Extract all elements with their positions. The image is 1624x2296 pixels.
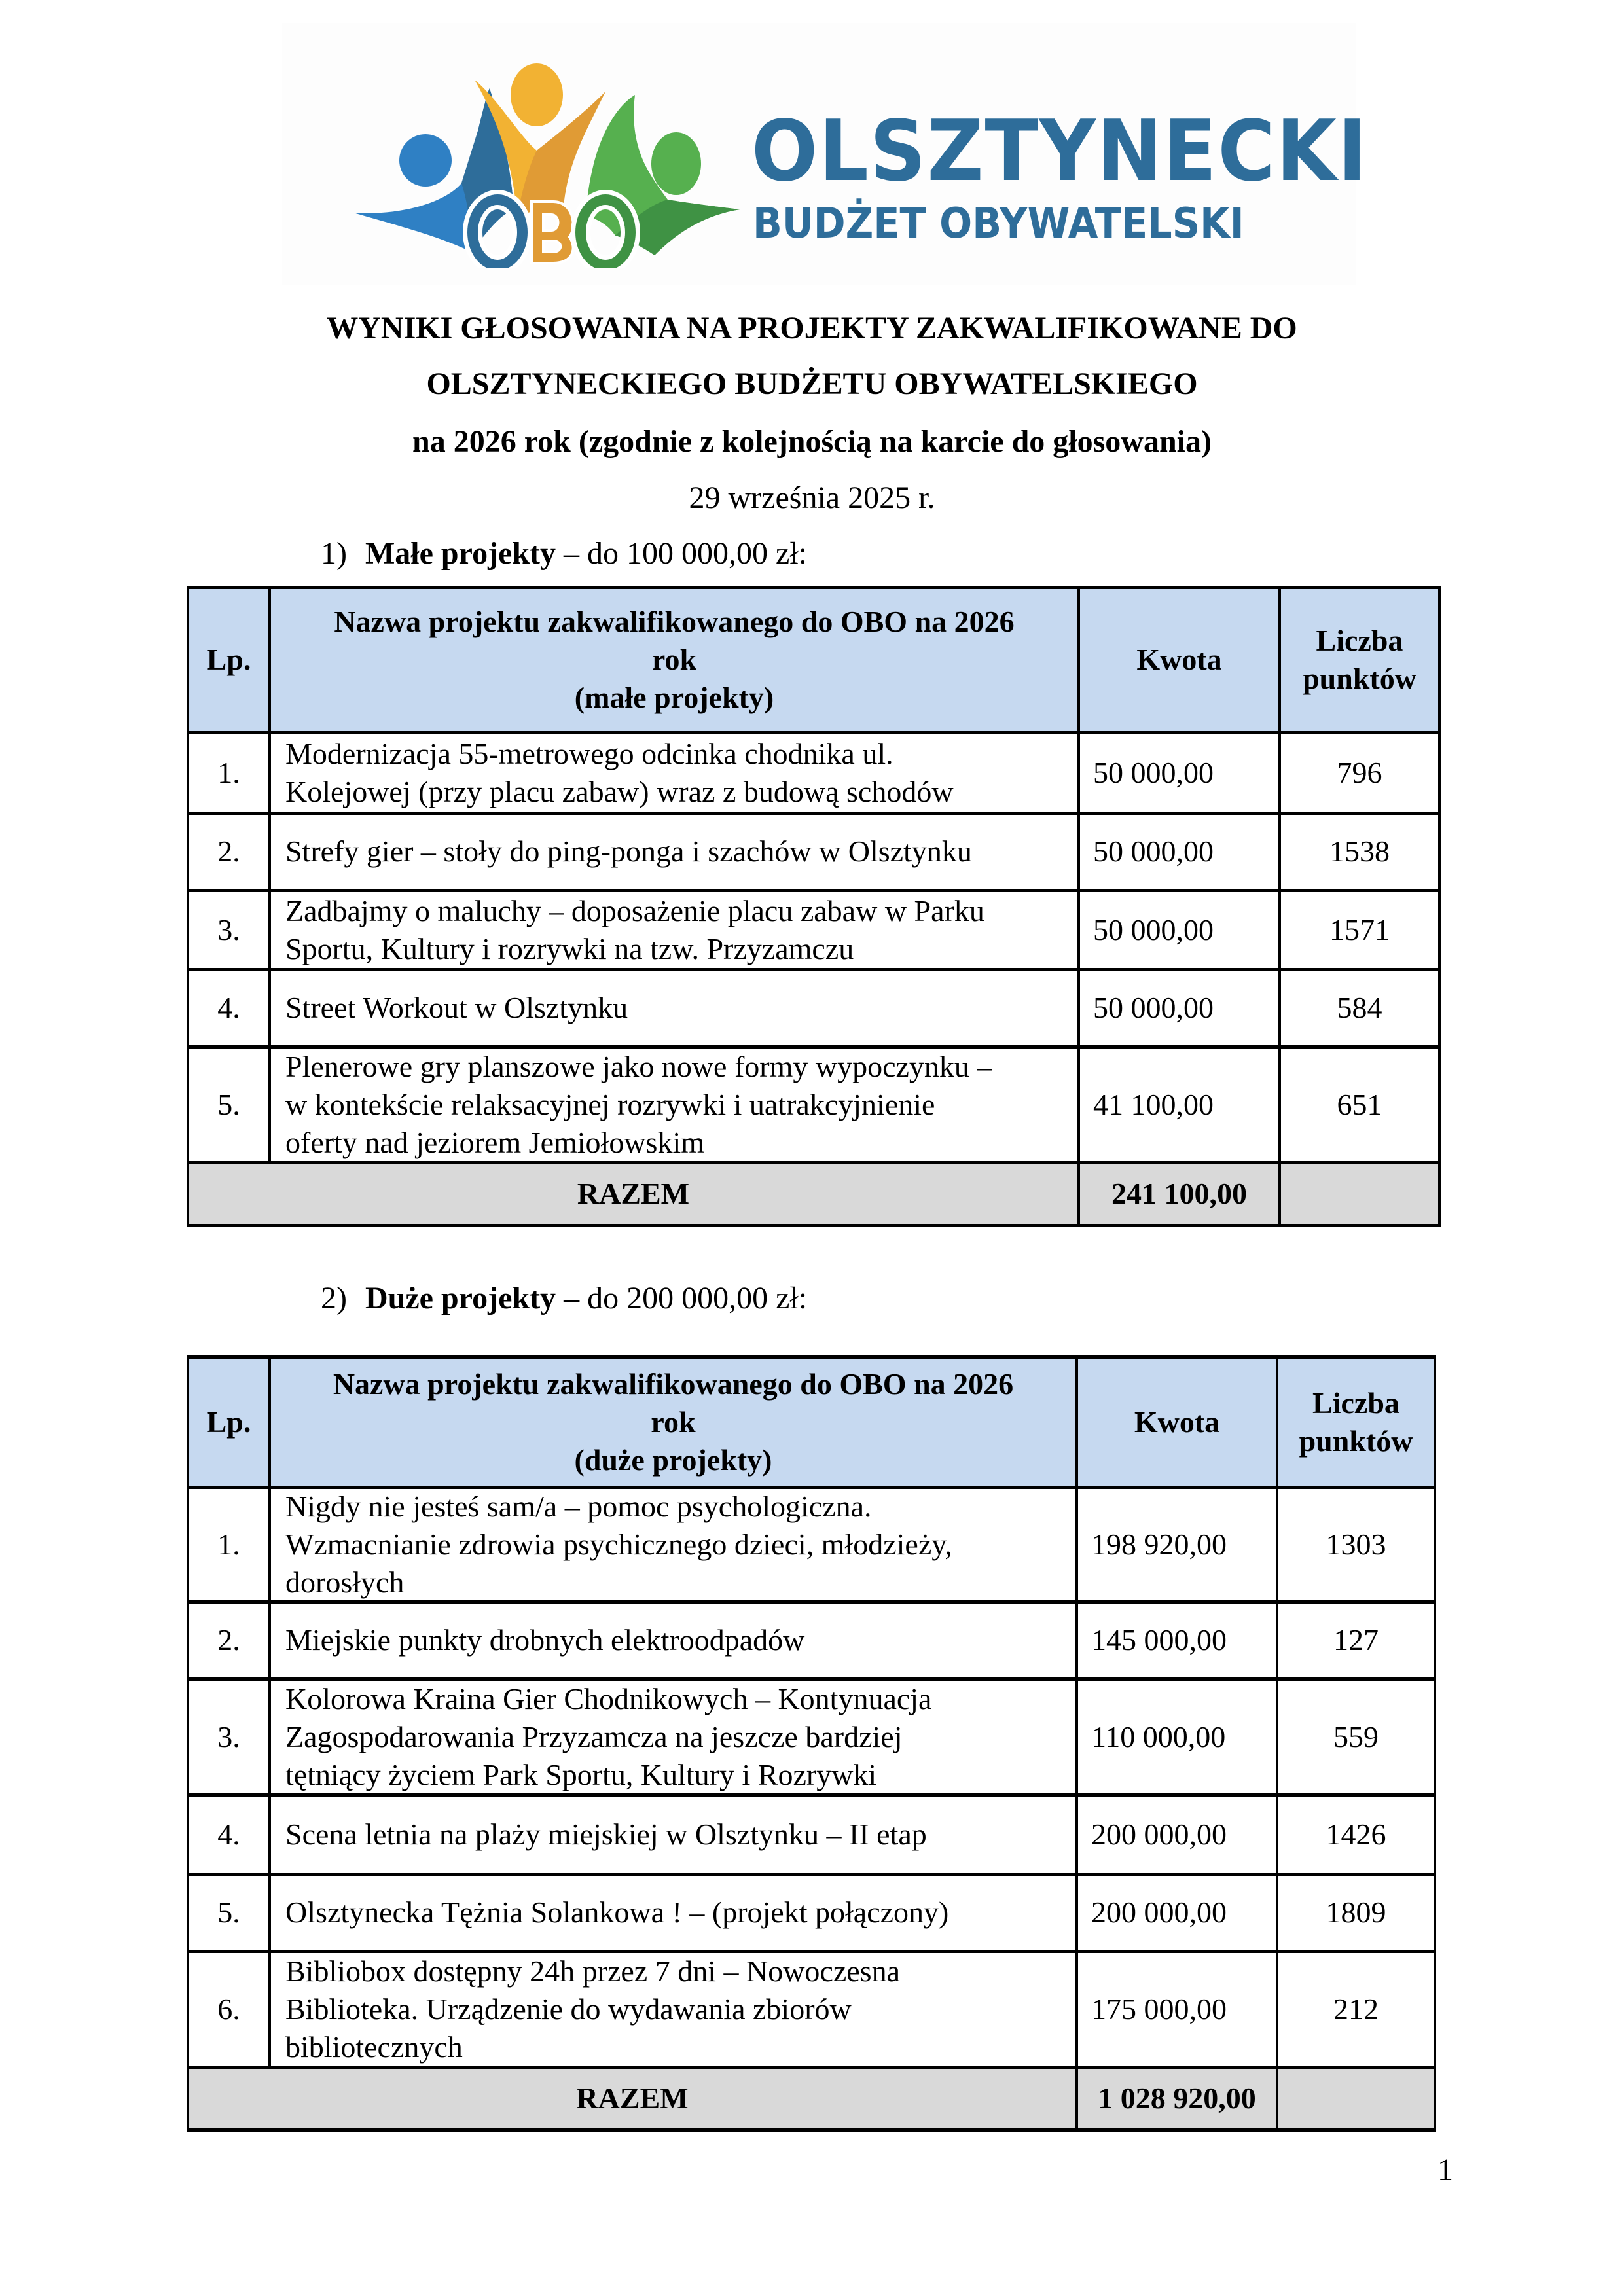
- row-number-text: [217, 1718, 240, 1756]
- row-number-text: [217, 754, 240, 792]
- project-points-line: 1571: [1329, 912, 1390, 946]
- header-lp-text: [207, 1403, 251, 1441]
- row-number-text: [217, 1526, 240, 1564]
- project-points: [1280, 890, 1439, 969]
- table-column-border: [187, 587, 189, 1225]
- project-name-line: Nigdy nie jesteś sam/a – pomoc psychologiczna.: [285, 1489, 872, 1523]
- column-header-name: [270, 1357, 1077, 1487]
- table-column-border: [1434, 1357, 1436, 2130]
- document-date: 29 września 2025 r.: [689, 480, 935, 515]
- project-points: [1277, 1602, 1435, 1679]
- header-name-line: (duże projekty): [574, 1443, 772, 1477]
- table-column-border: [1278, 587, 1281, 1225]
- project-amount-text: [1091, 1621, 1227, 1659]
- logo-subtitle: BUDŻET OBYWATELSKI: [753, 200, 1244, 248]
- project-name-line: Zagospodarowania Przyzamcza na jeszcze bardziej: [285, 1719, 903, 1753]
- project-amount-text: [1093, 833, 1214, 870]
- project-name-text: [285, 1488, 952, 1602]
- project-name-line: Miejskie punkty drobnych elektroodpadów: [285, 1623, 805, 1657]
- project-name-line: Bibliobox dostępny 24h przez 7 dni – Nowoczesna: [285, 1954, 900, 1988]
- table-row-border: [187, 1045, 1441, 1049]
- project-name: [270, 1951, 1077, 2067]
- row-number-line: 2.: [217, 1623, 240, 1657]
- project-points-line: 796: [1337, 755, 1382, 789]
- total-label-text: [577, 1175, 689, 1213]
- project-name-text: [285, 1952, 900, 2066]
- project-points-text: [1329, 833, 1390, 870]
- section-label: Duże projekty: [365, 1281, 556, 1316]
- row-number-text: [217, 1990, 240, 2028]
- project-points-text: [1333, 1718, 1379, 1756]
- total-amount-line: 241 100,00: [1111, 1177, 1247, 1210]
- project-amount-line: 145 000,00: [1091, 1623, 1227, 1657]
- project-name-line: Kolejowej (przy placu zabaw) wraz z budową schodów: [285, 774, 954, 808]
- project-points: [1280, 1047, 1439, 1162]
- project-amount-line: 198 920,00: [1091, 1527, 1227, 1561]
- project-name: [270, 732, 1079, 813]
- project-name-text: [285, 1680, 931, 1794]
- total-label-text: [576, 2079, 688, 2117]
- project-points: [1277, 1679, 1435, 1795]
- project-amount: [1077, 1602, 1277, 1679]
- project-name: [270, 1602, 1077, 1679]
- section-limit: – do 200 000,00 zł:: [556, 1281, 808, 1316]
- page-number: 1: [1437, 2153, 1453, 2187]
- section-limit: – do 100 000,00 zł:: [556, 536, 808, 571]
- project-name-text: [285, 735, 954, 811]
- project-name: [270, 1795, 1077, 1874]
- project-amount: [1077, 1795, 1277, 1874]
- project-amount-text: [1091, 1990, 1227, 2028]
- table-column-border: [1438, 587, 1441, 1225]
- project-amount: [1079, 890, 1280, 969]
- project-amount-text: [1091, 1816, 1227, 1854]
- row-number-text: [217, 833, 240, 870]
- project-amount: [1077, 1951, 1277, 2067]
- header-lp-line: Lp.: [206, 643, 251, 676]
- project-amount: [1077, 1679, 1277, 1795]
- total-amount-text: [1098, 2079, 1256, 2117]
- project-points-text: [1337, 754, 1382, 792]
- total-amount-text: [1111, 1175, 1247, 1213]
- row-number: [188, 1487, 270, 1602]
- project-name-text: [285, 1816, 927, 1854]
- project-amount-text: [1093, 989, 1214, 1027]
- project-name-text: [285, 1048, 992, 1162]
- row-number-line: 5.: [217, 1895, 240, 1929]
- project-amount-line: 50 000,00: [1093, 755, 1214, 789]
- table-row-border: [187, 1793, 1436, 1797]
- row-number: [188, 1679, 270, 1795]
- project-amount-text: [1091, 1718, 1225, 1756]
- project-amount: [1079, 969, 1280, 1047]
- total-amount: [1079, 1162, 1280, 1225]
- project-name: [270, 1047, 1079, 1162]
- table-column-border: [1075, 1357, 1078, 2130]
- row-number: [188, 732, 270, 813]
- project-points: [1280, 813, 1439, 890]
- project-name-line: tętniący życiem Park Sportu, Kultury i Rozrywki: [285, 1757, 877, 1791]
- column-header-amount: [1077, 1357, 1277, 1487]
- total-points-empty: [1277, 2067, 1435, 2130]
- logo-letter-b: [532, 202, 573, 263]
- project-name-text: [285, 1893, 948, 1931]
- header-name-line: Nazwa projektu zakwalifikowanego do OBO na 2026: [333, 1367, 1014, 1401]
- row-number: [188, 1874, 270, 1951]
- total-amount-line: 1 028 920,00: [1098, 2081, 1256, 2115]
- table-row-border: [187, 1161, 1441, 1164]
- table-row-border: [187, 731, 1441, 734]
- table-row-border: [187, 968, 1441, 971]
- project-points-text: [1326, 1816, 1386, 1854]
- project-amount-text: [1093, 1086, 1214, 1124]
- project-name-line: Sportu, Kultury i rozrywki na tzw. Przyzamczu: [285, 931, 854, 965]
- project-name: [270, 1487, 1077, 1602]
- project-amount: [1079, 813, 1280, 890]
- column-header-amount: [1079, 587, 1280, 732]
- header-points-text: [1299, 1384, 1413, 1460]
- project-points: [1277, 1487, 1435, 1602]
- header-name-line: Nazwa projektu zakwalifikowanego do OBO na 2026: [334, 605, 1015, 638]
- table-row-border: [187, 1224, 1441, 1227]
- row-number-text: [217, 911, 240, 949]
- column-header-points: [1280, 587, 1439, 732]
- document-title-line-3: na 2026 rok (zgodnie z kolejnością na karcie do głosowania): [412, 424, 1212, 459]
- project-name-line: bibliotecznych: [285, 2030, 463, 2064]
- project-amount-line: 50 000,00: [1093, 991, 1214, 1024]
- header-name-line: rok: [651, 643, 697, 676]
- project-points-line: 584: [1337, 991, 1382, 1024]
- project-name-line: Strefy gier – stoły do ping-ponga i szachów w Olsztynku: [285, 834, 972, 868]
- project-name: [270, 1874, 1077, 1951]
- row-number: [188, 1047, 270, 1162]
- table-row-border: [187, 1355, 1436, 1359]
- header-name-line: (małe projekty): [574, 681, 774, 714]
- row-number-line: 1.: [217, 1527, 240, 1561]
- project-name-line: dorosłych: [285, 1565, 405, 1599]
- table-column-border: [268, 1357, 271, 2067]
- project-amount-text: [1091, 1526, 1227, 1564]
- project-points-text: [1326, 1893, 1386, 1931]
- header-amount-line: Kwota: [1136, 643, 1222, 676]
- project-name: [270, 969, 1079, 1047]
- project-points: [1280, 732, 1439, 813]
- header-amount-text: [1136, 641, 1221, 679]
- project-name-text: [285, 833, 972, 870]
- table-row-border: [187, 1873, 1436, 1876]
- section-number: 1): [321, 536, 347, 571]
- header-points-line: Liczba: [1312, 1386, 1399, 1420]
- project-points-line: 1303: [1326, 1527, 1386, 1561]
- logo-title: OLSZTYNECKI: [751, 103, 1368, 200]
- table-column-border: [1276, 1357, 1278, 2130]
- table-row-border: [187, 1950, 1436, 1953]
- project-amount-text: [1093, 754, 1214, 792]
- project-points-text: [1333, 1990, 1379, 2028]
- section-heading-small: [321, 538, 807, 569]
- project-name-line: Olsztynecka Tężnia Solankowa ! – (projekt połączony): [285, 1895, 949, 1929]
- header-lp-line: Lp.: [206, 1405, 251, 1439]
- row-number-text: [217, 1621, 240, 1659]
- project-name-line: w kontekście relaksacyjnej rozrywki i uatrakcyjnienie: [285, 1087, 935, 1121]
- section-heading-large: [321, 1283, 807, 1314]
- document-title-line-1: WYNIKI GŁOSOWANIA NA PROJEKTY ZAKWALIFIKOWANE DO: [327, 311, 1297, 346]
- project-amount-text: [1091, 1893, 1227, 1931]
- project-points-text: [1337, 1086, 1382, 1124]
- table-row-border: [187, 586, 1441, 589]
- project-amount: [1077, 1487, 1277, 1602]
- project-name-text: [285, 1621, 804, 1659]
- project-points: [1277, 1795, 1435, 1874]
- project-amount-line: 41 100,00: [1093, 1087, 1214, 1121]
- column-header-lp: [188, 1357, 270, 1487]
- column-header-points: [1277, 1357, 1435, 1487]
- project-amount-text: [1093, 911, 1214, 949]
- header-amount-text: [1134, 1403, 1219, 1441]
- project-points: [1277, 1874, 1435, 1951]
- project-points-line: 212: [1333, 1992, 1379, 2026]
- header-points-line: punktów: [1299, 1424, 1413, 1458]
- header-points-text: [1303, 622, 1416, 698]
- project-name: [270, 1679, 1077, 1795]
- section-number: 2): [321, 1281, 347, 1316]
- project-name-line: Zadbajmy o maluchy – doposażenie placu zabaw w Parku: [285, 893, 984, 927]
- table-row-border: [187, 889, 1441, 892]
- table-column-border: [187, 1357, 189, 2130]
- project-amount-line: 200 000,00: [1091, 1895, 1227, 1929]
- total-label: [188, 2067, 1077, 2130]
- project-name-text: [285, 892, 984, 968]
- row-number-text: [217, 1086, 240, 1124]
- project-name-line: Scena letnia na plaży miejskiej w Olsztynku – II etap: [285, 1817, 927, 1851]
- column-header-name: [270, 587, 1079, 732]
- document-title-line-2: OLSZTYNECKIEGO BUDŻETU OBYWATELSKIEGO: [426, 367, 1198, 401]
- project-name-line: Street Workout w Olsztynku: [285, 991, 628, 1024]
- total-amount: [1077, 2067, 1277, 2130]
- project-points-line: 1426: [1326, 1817, 1386, 1851]
- project-amount: [1079, 1047, 1280, 1162]
- row-number-line: 3.: [217, 912, 240, 946]
- row-number-line: 4.: [217, 1817, 240, 1851]
- table-column-border: [268, 587, 271, 1162]
- table-row-border: [187, 2128, 1436, 2132]
- project-points-line: 127: [1333, 1623, 1379, 1657]
- project-name: [270, 890, 1079, 969]
- project-amount-line: 200 000,00: [1091, 1817, 1227, 1851]
- header-amount-line: Kwota: [1134, 1405, 1220, 1439]
- obo-logo-mark: [347, 52, 740, 268]
- project-name-text: [285, 989, 628, 1027]
- project-amount-line: 175 000,00: [1091, 1992, 1227, 2026]
- project-points-line: 559: [1333, 1719, 1379, 1753]
- table-column-border: [1077, 587, 1080, 1225]
- row-number-line: 3.: [217, 1719, 240, 1753]
- header-name-text: [333, 1365, 1013, 1479]
- row-number-text: [217, 989, 240, 1027]
- project-amount-line: 110 000,00: [1091, 1719, 1226, 1753]
- project-points-text: [1333, 1621, 1379, 1659]
- row-number-text: [217, 1816, 240, 1854]
- project-points-line: 651: [1337, 1087, 1382, 1121]
- row-number-line: 6.: [217, 1992, 240, 2026]
- project-name-line: Kolorowa Kraina Gier Chodnikowych – Kontynuacja: [285, 1681, 932, 1715]
- project-name-line: oferty nad jeziorem Jemiołowskim: [285, 1125, 705, 1159]
- row-number: [188, 969, 270, 1047]
- logo-yellow-head: [511, 63, 563, 126]
- project-amount-line: 50 000,00: [1093, 834, 1214, 868]
- project-name-line: Biblioteka. Urządzenie do wydawania zbiorów: [285, 1992, 852, 2026]
- project-points-text: [1326, 1526, 1386, 1564]
- section-label: Małe projekty: [365, 536, 556, 571]
- project-name-line: Wzmacnianie zdrowia psychicznego dzieci, młodzieży,: [285, 1527, 952, 1561]
- project-points-line: 1809: [1326, 1895, 1386, 1929]
- row-number: [188, 813, 270, 890]
- project-points-text: [1329, 911, 1390, 949]
- logo-green-head: [651, 132, 701, 195]
- total-label-line: RAZEM: [576, 2081, 689, 2115]
- table-row-border: [187, 1677, 1436, 1681]
- total-label-line: RAZEM: [577, 1177, 690, 1210]
- project-amount: [1079, 732, 1280, 813]
- row-number-line: 2.: [217, 834, 240, 868]
- header-name-text: [334, 603, 1014, 717]
- header-points-line: punktów: [1303, 662, 1416, 695]
- row-number-line: 5.: [217, 1087, 240, 1121]
- logo-blue-head: [399, 134, 452, 187]
- row-number-line: 4.: [217, 991, 240, 1024]
- table-row-border: [187, 2066, 1436, 2069]
- table-row-border: [187, 1486, 1436, 1489]
- row-number: [188, 1602, 270, 1679]
- row-number: [188, 1795, 270, 1874]
- project-name-line: Modernizacja 55-metrowego odcinka chodnika ul.: [285, 736, 893, 770]
- header-points-line: Liczba: [1316, 624, 1403, 657]
- project-amount: [1077, 1874, 1277, 1951]
- table-row-border: [187, 812, 1441, 815]
- total-points-empty: [1280, 1162, 1439, 1225]
- header-lp-text: [207, 641, 251, 679]
- project-points: [1280, 969, 1439, 1047]
- project-name: [270, 813, 1079, 890]
- row-number: [188, 890, 270, 969]
- project-name-line: Plenerowe gry planszowe jako nowe formy wypoczynku –: [285, 1049, 992, 1083]
- row-number-line: 1.: [217, 755, 240, 789]
- column-header-lp: [188, 587, 270, 732]
- project-amount-line: 50 000,00: [1093, 912, 1214, 946]
- row-number: [188, 1951, 270, 2067]
- project-points-text: [1337, 989, 1382, 1027]
- total-label: [188, 1162, 1079, 1225]
- project-points: [1277, 1951, 1435, 2067]
- table-row-border: [187, 1600, 1436, 1604]
- project-points-line: 1538: [1329, 834, 1390, 868]
- row-number-text: [217, 1893, 240, 1931]
- header-name-line: rok: [651, 1405, 696, 1439]
